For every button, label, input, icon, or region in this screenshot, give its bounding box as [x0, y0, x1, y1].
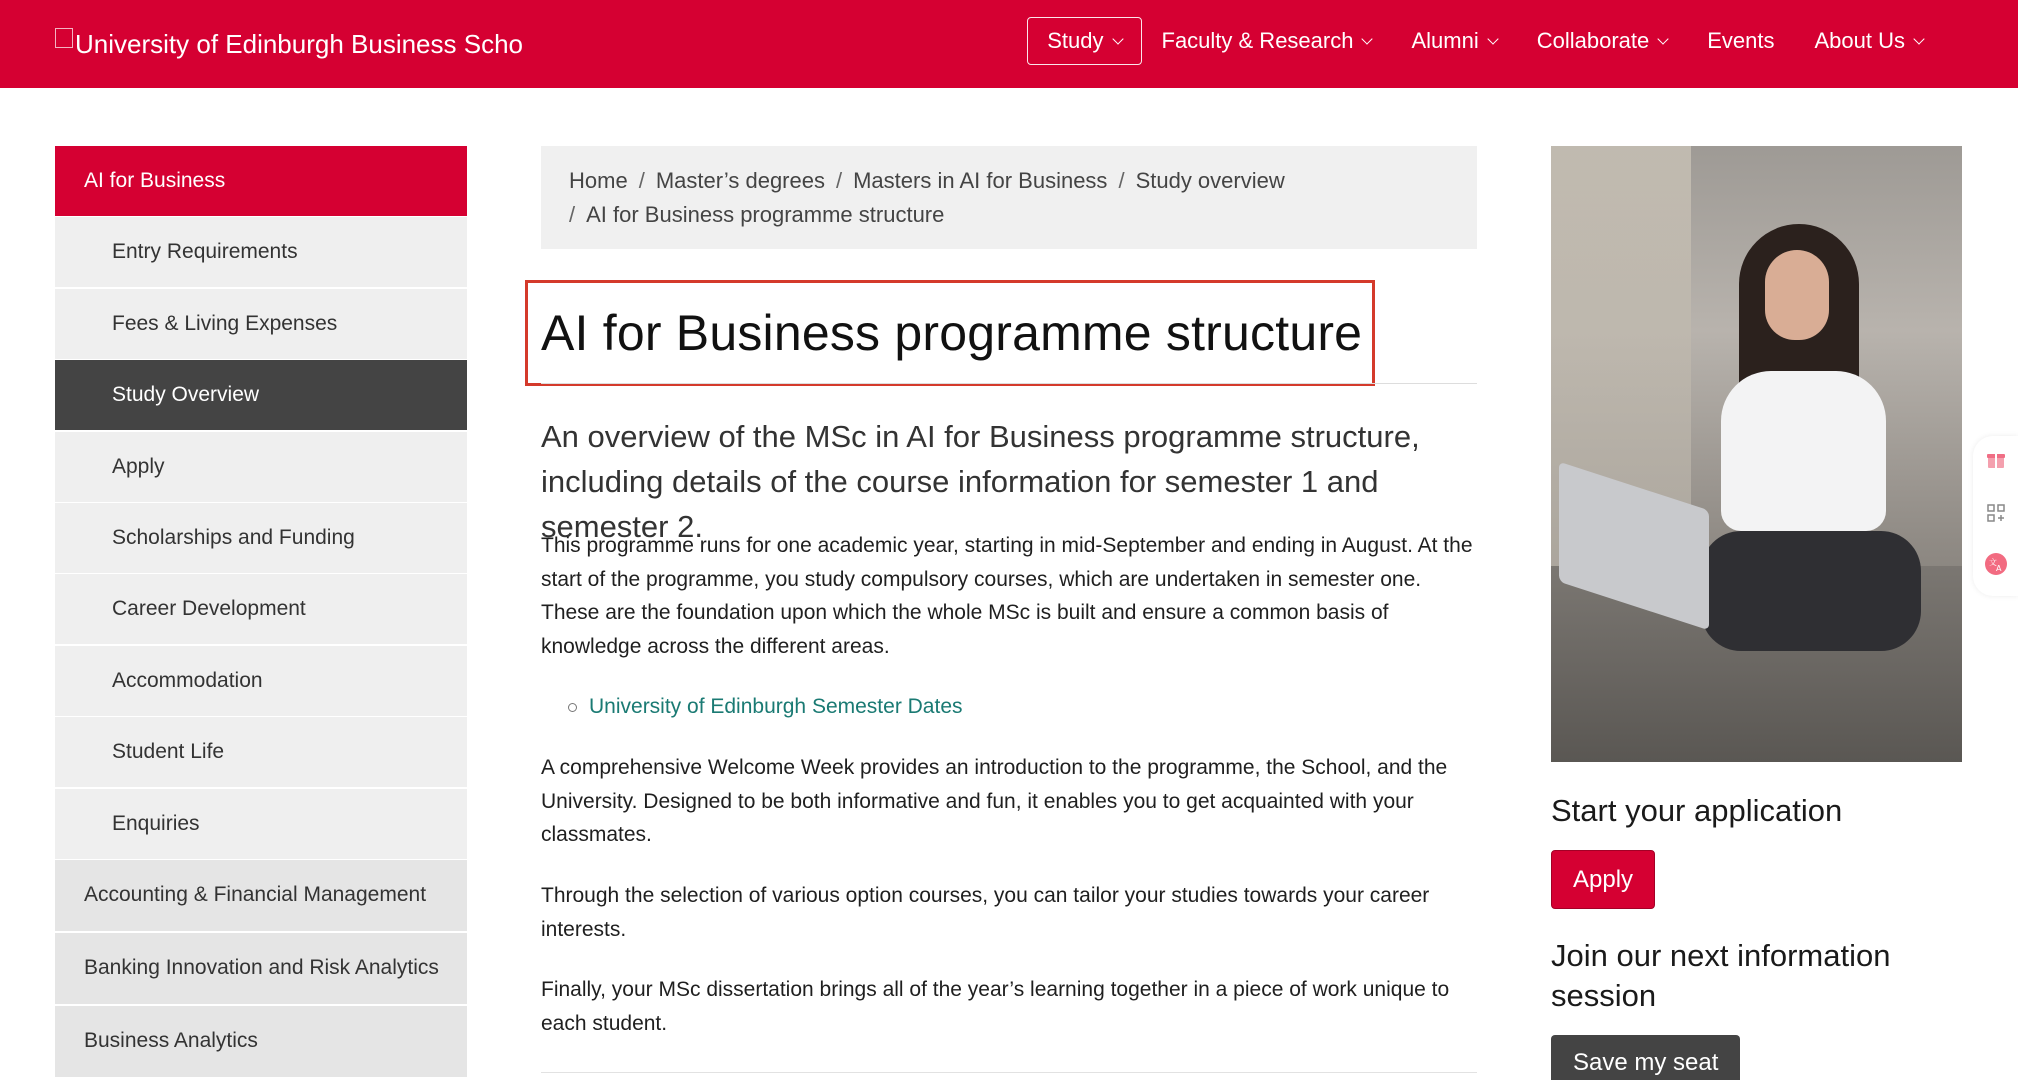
bullet-icon: [568, 703, 577, 712]
breadcrumb-current: AI for Business programme structure: [586, 202, 945, 227]
title-divider: [541, 383, 1477, 384]
body-paragraph-2: A comprehensive Welcome Week provides an introduction to the programme, the School, and the University. Designed to be both informative and fun, it enables you to get acquainted with your classmates.: [541, 756, 1448, 846]
sidebar-item-label: Study Overview: [112, 383, 260, 407]
sidebar-item-label: Entry Requirements: [112, 240, 298, 264]
breadcrumb-separator: /: [569, 202, 576, 227]
semester-dates-link[interactable]: University of Edinburgh Semester Dates: [589, 695, 963, 718]
sidebar-item-scholarships[interactable]: [55, 503, 467, 573]
sidebar-item-enquiries[interactable]: [55, 789, 467, 859]
chevron-down-icon: [1913, 33, 1924, 44]
main-nav: [1027, 17, 1943, 65]
sidebar-item-accounting[interactable]: [55, 860, 467, 931]
sidebar-item-accommodation[interactable]: [55, 646, 467, 716]
gift-icon[interactable]: [1985, 448, 2007, 470]
nav-events[interactable]: [1687, 17, 1794, 65]
sidebar-item-entry-requirements[interactable]: [55, 217, 467, 287]
sidebar-item-study-overview[interactable]: [55, 360, 467, 430]
translate-icon[interactable]: [1985, 553, 2007, 575]
sidebar-item-banking-innovation[interactable]: [55, 933, 467, 1004]
sidebar-item-label: Business Analytics: [84, 1029, 258, 1053]
body-paragraph-4: Finally, your MSc dissertation brings all of the year’s learning together in a piece of work unique to each student.: [541, 978, 1450, 1035]
nav-study[interactable]: [1027, 17, 1141, 65]
site-logo[interactable]: [55, 24, 523, 64]
chevron-down-icon: [1112, 33, 1123, 44]
svg-text:文: 文: [1989, 558, 1997, 567]
sidebar-item-label: AI for Business: [84, 169, 226, 192]
breadcrumb-separator: /: [638, 168, 645, 193]
photo-shirt: [1721, 371, 1886, 531]
save-my-seat-button[interactable]: Save my seat: [1551, 1035, 1740, 1080]
nav-faculty-research[interactable]: [1142, 17, 1392, 65]
body-paragraph-3: Through the selection of various option courses, you can tailor your studies towards your career interests.: [541, 884, 1430, 941]
apply-button[interactable]: Apply: [1551, 850, 1655, 909]
sidebar-item-label: Fees & Living Expenses: [112, 311, 338, 335]
breadcrumb-home[interactable]: Home: [569, 168, 628, 193]
sidebar-item-apply[interactable]: [55, 432, 467, 502]
nav-about-us[interactable]: [1795, 17, 1944, 65]
breadcrumb-separator: /: [1118, 168, 1125, 193]
sidebar-item-label: Enquiries: [112, 811, 200, 835]
student-photo: [1551, 146, 1962, 762]
sidebar-item-label: Career Development: [112, 597, 306, 621]
chevron-down-icon: [1487, 33, 1498, 44]
sidebar-item-label: Scholarships and Funding: [112, 525, 355, 549]
sidebar-item-business-analytics[interactable]: [55, 1006, 467, 1077]
sidebar-item-ai-for-business[interactable]: [55, 146, 467, 216]
nav-faculty-research-label: Faculty & Research: [1161, 28, 1354, 53]
nav-about-us-label: About Us: [1814, 28, 1905, 53]
content-divider: [541, 1072, 1477, 1073]
sidebar-item-fees[interactable]: [55, 289, 467, 359]
broken-image-icon: [55, 28, 73, 48]
chevron-down-icon: [1658, 33, 1669, 44]
breadcrumb-masters-degrees[interactable]: Master’s degrees: [655, 168, 825, 193]
nav-collaborate-label: Collaborate: [1536, 28, 1650, 53]
breadcrumb-study-overview[interactable]: Study overview: [1135, 168, 1285, 193]
page-title: AI for Business programme structure: [541, 305, 1363, 361]
logo-alt-text: University of Edinburgh Business Scho: [75, 28, 524, 59]
main-content: [541, 146, 1477, 1035]
photo-face: [1765, 250, 1829, 340]
nav-alumni[interactable]: [1391, 17, 1516, 65]
breadcrumb: [541, 146, 1477, 249]
sidebar-item-student-life[interactable]: [55, 717, 467, 787]
breadcrumb-masters-ai[interactable]: Masters in AI for Business: [853, 168, 1108, 193]
lead-paragraph: An overview of the MSc in AI for Business programme structure, including details of the course information for semester 1 and semester 2.: [541, 419, 1420, 544]
info-session-heading: Join our next information session: [1551, 938, 1891, 1013]
right-column: [1551, 146, 1962, 1080]
photo-jeans: [1701, 531, 1921, 651]
nav-collaborate[interactable]: [1517, 17, 1688, 65]
nav-study-label: Study: [1047, 28, 1104, 53]
nav-alumni-label: Alumni: [1411, 28, 1479, 53]
sidebar-item-label: Accounting & Financial Management: [84, 883, 427, 907]
sidebar-item-label: Accommodation: [112, 668, 263, 692]
sidebar-item-career-development[interactable]: [55, 574, 467, 644]
application-heading: Start your application: [1551, 793, 1843, 828]
nav-events-label: Events: [1707, 28, 1775, 53]
section-sidebar: [55, 146, 467, 1079]
svg-text:A: A: [1996, 564, 2002, 573]
body-paragraph-1: This programme runs for one academic year, starting in mid-September and ending in August. At the start of the programme, you study compulsory courses, which are undertaken in semester one. These are the foundation upon which the whole MSc is built and ensure a common basis of knowledge across the different areas.: [541, 534, 1473, 658]
sidebar-item-label: Student Life: [112, 740, 225, 764]
site-header: [0, 0, 2018, 88]
sidebar-item-label: Apply: [112, 454, 165, 478]
grid-icon[interactable]: [1985, 502, 2007, 524]
floating-widget-bar: [1973, 436, 2018, 596]
chevron-down-icon: [1362, 33, 1373, 44]
sidebar-item-label: Banking Innovation and Risk Analytics: [84, 956, 439, 980]
breadcrumb-separator: /: [835, 168, 843, 193]
semester-dates-list-item: [568, 695, 963, 719]
